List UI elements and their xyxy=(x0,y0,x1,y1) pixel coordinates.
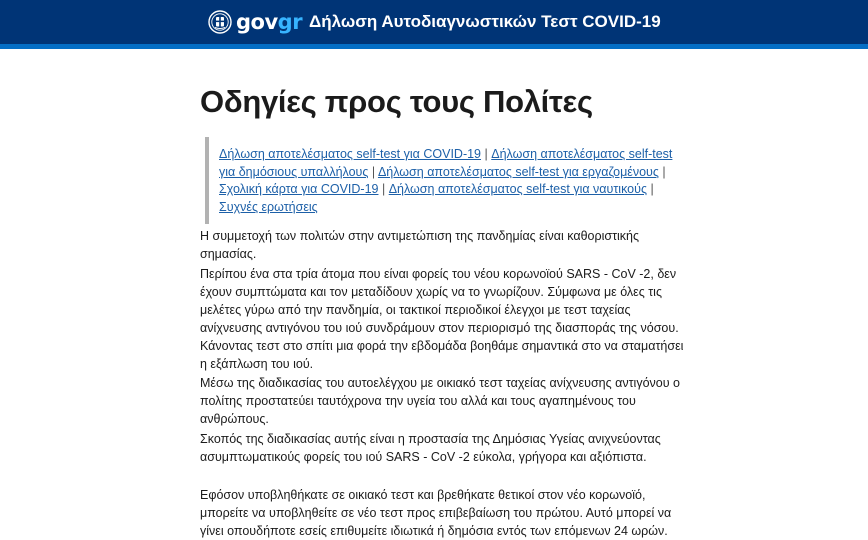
link-separator: | xyxy=(371,164,376,179)
link-faq[interactable]: Συχνές ερωτήσεις xyxy=(219,199,318,214)
govgr-logo-link[interactable] xyxy=(208,9,302,35)
link-separator: | xyxy=(484,147,488,161)
govgr-logo-text: govgr xyxy=(236,10,303,34)
site-title[interactable]: Δήλωση Αυτοδιαγνωστικών Τεστ COVID-19 xyxy=(309,12,661,31)
link-self-test-civil-servants[interactable]: Δήλωση αποτελέσματος self-test για δημόσιους υπαλλήλους xyxy=(219,147,673,179)
paragraph-self-testing: Μέσω της διαδικασίας του αυτοελέγχου με οικιακό τεστ ταχείας ανίχνευσης αντιγόνου ο πολίτης προστατεύει ταυτόχρονα την υγεία του αλλά και τους αγαπημένους του ανθρώπους. xyxy=(200,376,680,426)
links-inset xyxy=(205,137,679,224)
link-self-test-covid[interactable]: Δήλωση αποτελέσματος self-test για COVID-19 xyxy=(219,147,482,161)
link-school-card[interactable]: Σχολική κάρτα για COVID-19 xyxy=(219,182,379,196)
page-title: Οδηγίες προς τους Πολίτες xyxy=(200,84,593,119)
paragraph-positive-result: Εφόσον υποβληθήκατε σε οικιακό τεστ και βρεθήκατε θετικοί στον νέο κορωνοϊό, μπορείτε να υποβληθείτε σε νέο τεστ προς επιβεβαίωση του πρώτου. Αυτό μπορεί να γίνει οπουδήποτε εσείς επιθυμείτε ιδιωτικά ή δημόσια εντός των επόμενων 24 ωρών. xyxy=(200,488,672,538)
paragraph-purpose: Σκοπός της διαδικασίας αυτής είναι η προστασία της Δημόσιας Υγείας ανιχνεύοντας ασυμπτωματικούς φορείς του ιού SARS - CoV -2 εύκολα, γρήγορα και αξιόπιστα. xyxy=(200,432,661,464)
site-header xyxy=(0,0,868,49)
paragraph-asymptomatic: Περίπου ένα στα τρία άτομα που είναι φορείς του νέου κορωνοϊού SARS - CoV -2, δεν έχουν συμπτώματα και τον μεταδίδουν χωρίς να το γνωρίζουν. Σύμφωνα με όλες τις μελέτες γύρω από την πανδημία, οι τακτικοί περιοδικοί έλεγχοι με τεστ ταχείας ανίχνευσης αντιγόνου του ιού συνδράμουν στον περιορισμό της διασποράς της νόσου. Κάνοντας τεστ στο σπίτι μια φορά την εβδομάδα βοηθάμε σημαντικά στο να σταματήσει η εξάπλωση του ιού. xyxy=(200,267,684,371)
link-separator: | xyxy=(381,182,386,196)
greek-emblem-icon xyxy=(208,10,232,34)
link-self-test-seafarers[interactable]: Δήλωση αποτελέσματος self-test για ναυτικούς xyxy=(388,182,647,196)
link-separator: | xyxy=(650,182,654,196)
link-self-test-employees[interactable]: Δήλωση αποτελέσματος self-test για εργαζομένους xyxy=(377,164,659,179)
link-separator: | xyxy=(662,164,666,179)
paragraph-participation: Η συμμετοχή των πολιτών στην αντιμετώπιση της πανδημίας είναι καθοριστικής σημασίας. xyxy=(200,229,640,261)
